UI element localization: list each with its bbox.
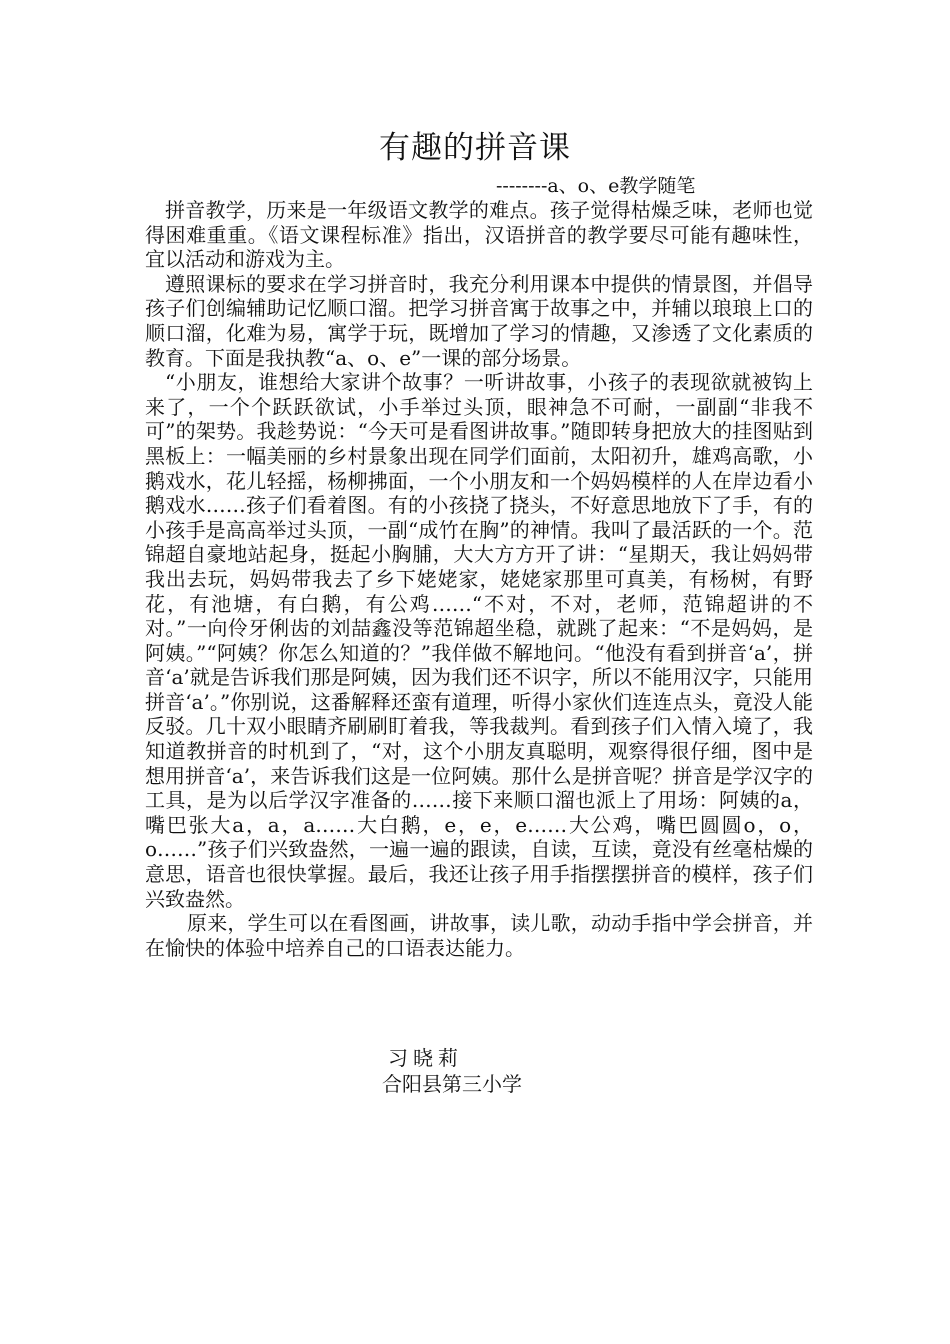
document-subtitle: --------a、o、e教学随笔 [496, 175, 696, 197]
paragraph-1: 拼音教学，历来是一年级语文教学的难点。孩子觉得枯燥乏味，老师也觉得困难重重。《语文课程标准》指出，汉语拼音的教学要尽可能有趣味性，宜以活动和游戏为主。 [145, 198, 813, 272]
paragraph-3: “小朋友，谁想给大家讲个故事？一听讲故事，小孩子的表现欲就被钩上来了，一个个跃跃欲试，小手举过头顶，眼神急不可耐，一副副“非我不可”的架势。我趁势说：“今天可是看图讲故事。”随即转身把放大的挂图贴到黑板上：一幅美丽的乡村景象出现在同学们面前，太阳初升，雄鸡高歌，小鹅戏水，花儿轻摇，杨柳拂面，一个小朋友和一个妈妈模样的人在岸边看小鹅戏水……孩子们看着图。有的小孩挠了挠头，不好意思地放下了手，有的小孩手是高高举过头顶，一副“成竹在胸”的神情。我叫了最活跃的一个。范锦超自豪地站起身，挺起小胸脯，大大方方开了讲：“星期天，我让妈妈带我出去玩，妈妈带我去了乡下姥姥家，姥姥家那里可真美，有杨树，有野花，有池塘，有白鹅，有公鸡……“不对，不对，老师，范锦超讲的不对。”一向伶牙俐齿的刘喆鑫没等范锦超坐稳，就跳了起来：“不是妈妈，是阿姨。”“阿姨？你怎么知道的？”我佯做不解地问。“他没有看到拼音‘a’，拼音‘a’就是告诉我们那是阿姨，因为我们还不识字，所以不能用汉字，只能用拼音‘a’。”你别说，这番解释还蛮有道理，听得小家伙们连连点头，竟没人能反驳。几十双小眼睛齐刷刷盯着我，等我裁判。看到孩子们入情入境了，我知道教拼音的时机到了，“对，这个小朋友真聪明，观察得很仔细，图中是想用拼音‘a’，来告诉我们这是一位阿姨。那什么是拼音呢？拼音是学汉字的工具，是为以后学汉字准备的……接下来顺口溜也派上了用场：阿姨的a，嘴巴张大a，a，a……大白鹅，e，e，e……大公鸡，嘴巴圆圆o，o，o……”孩子们兴致盎然，一遍一遍的跟读，自读，互读，竟没有丝毫枯燥的意思，语音也很快掌握。最后，我还让孩子用手指摆摆拼音的模样，孩子们兴致盎然。 [145, 370, 813, 911]
paragraph-2: 遵照课标的要求在学习拼音时，我充分利用课本中提供的情景图，并倡导孩子们创编辅助记忆顺口溜。把学习拼音寓于故事之中，并辅以琅琅上口的顺口溜，化难为易，寓学于玩，既增加了学习的情趣，又渗透了文化素质的教育。下面是我执教“a、o、e”一课的部分场景。 [145, 271, 813, 370]
document-title: 有趣的拼音课 [379, 130, 571, 166]
signature-block [382, 1045, 522, 1097]
document-body [145, 198, 813, 960]
author-name: 习晓莉 [388, 1046, 463, 1070]
school-name: 合阳县第三小学 [382, 1072, 522, 1096]
paragraph-4: 原来，学生可以在看图画，讲故事，读儿歌，动动手指中学会拼音，并在愉快的体验中培养自己的口语表达能力。 [145, 911, 813, 960]
